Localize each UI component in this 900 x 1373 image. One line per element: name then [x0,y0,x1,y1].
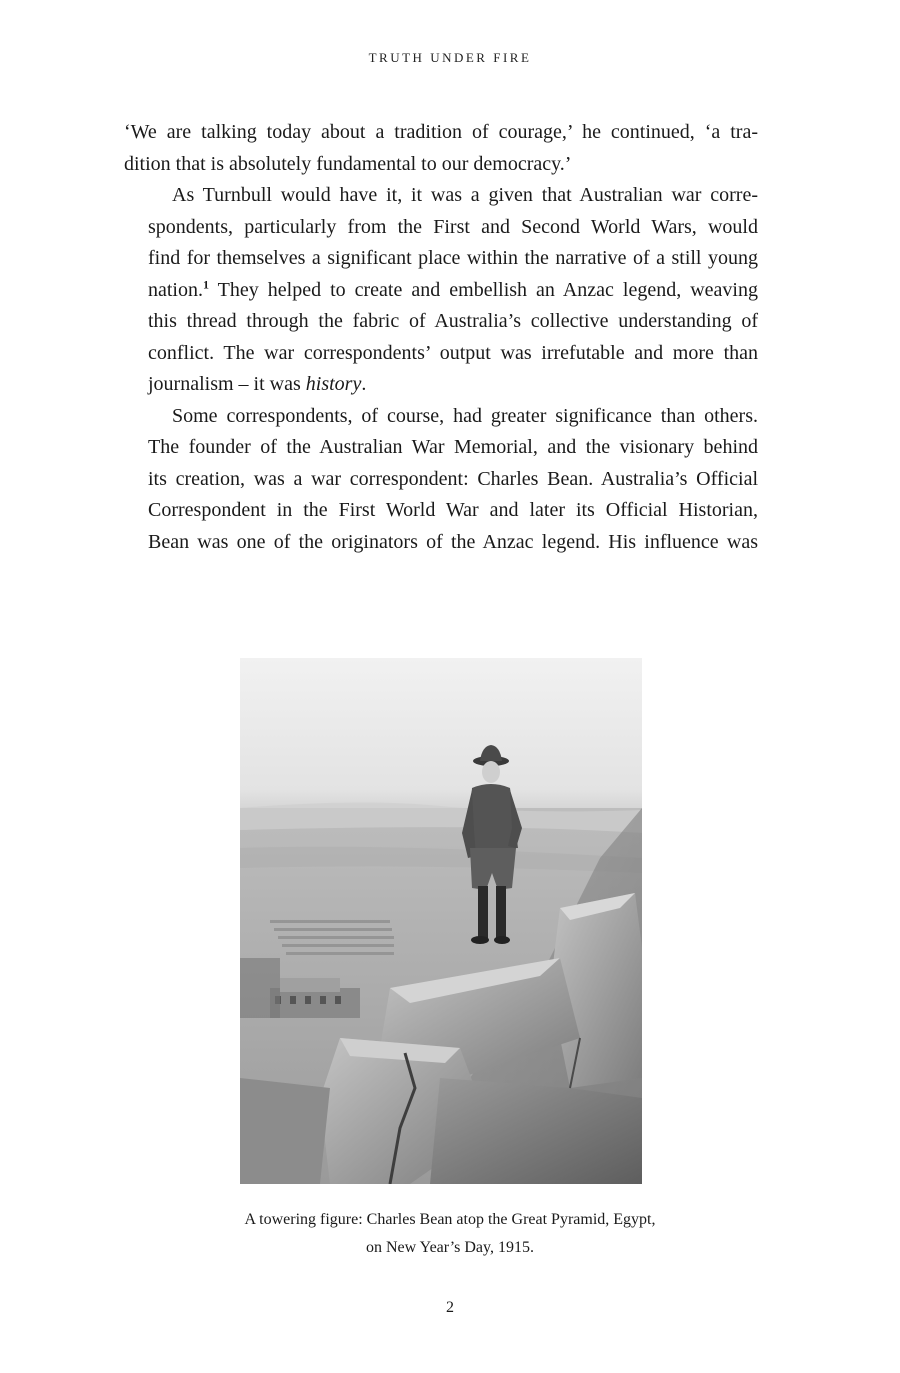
text-line: As Turnbull would have it, it was a given that Australian war corre- [172,184,758,206]
photograph [240,658,642,1184]
text-line: dition that is absolutely fundamental to our democracy.’ [124,152,572,175]
text-line: Correspondent in the First World War and later its Official Historian, [148,499,758,521]
page-number: 2 [446,1299,454,1316]
paragraph-3 [124,401,758,559]
caption-line: A towering figure: Charles Bean atop the Great Pyramid, Egypt, [244,1211,656,1228]
paragraph-2 [124,180,758,401]
text-line: conflict. The war correspondents’ output was irrefutable and more than [148,341,758,364]
text-line: this thread through the fabric of Australia’s collective understanding of [148,310,758,332]
text-line: find for themselves a significant place within the narrative of a still young [148,247,758,269]
text-line: The founder of the Australian War Memorial, and the visionary behind [148,436,758,458]
emphasis-history: history [305,373,362,395]
text-run: journalism – it was [148,373,306,395]
text-line: its creation, was a war correspondent: Charles Bean. Australia’s Official [148,467,758,490]
caption-line: on New Year’s Day, 1915. [366,1239,534,1256]
text-line: ‘We are talking today about a tradition of courage,’ he continued, ‘a tra- [124,121,758,143]
paragraph-1 [124,117,758,180]
text-run: nation. [148,278,203,301]
text-line [124,275,758,307]
text-line: Some correspondents, of course, had greater significance than others. [172,404,758,427]
running-head: TRUTH UNDER FIRE [368,50,532,65]
footnote-marker[interactable]: 1 [203,276,209,291]
text-line: Bean was one of the originators of the Anzac legend. His influence was [148,530,758,553]
text-line [124,369,758,401]
text-run: . [361,373,367,395]
figure-caption [0,1206,900,1262]
text-run: They helped to create and embellish an Anzac legend, weaving [209,278,758,301]
text-line: spondents, particularly from the First and Second World Wars, would [148,215,758,238]
body-text [124,117,758,558]
